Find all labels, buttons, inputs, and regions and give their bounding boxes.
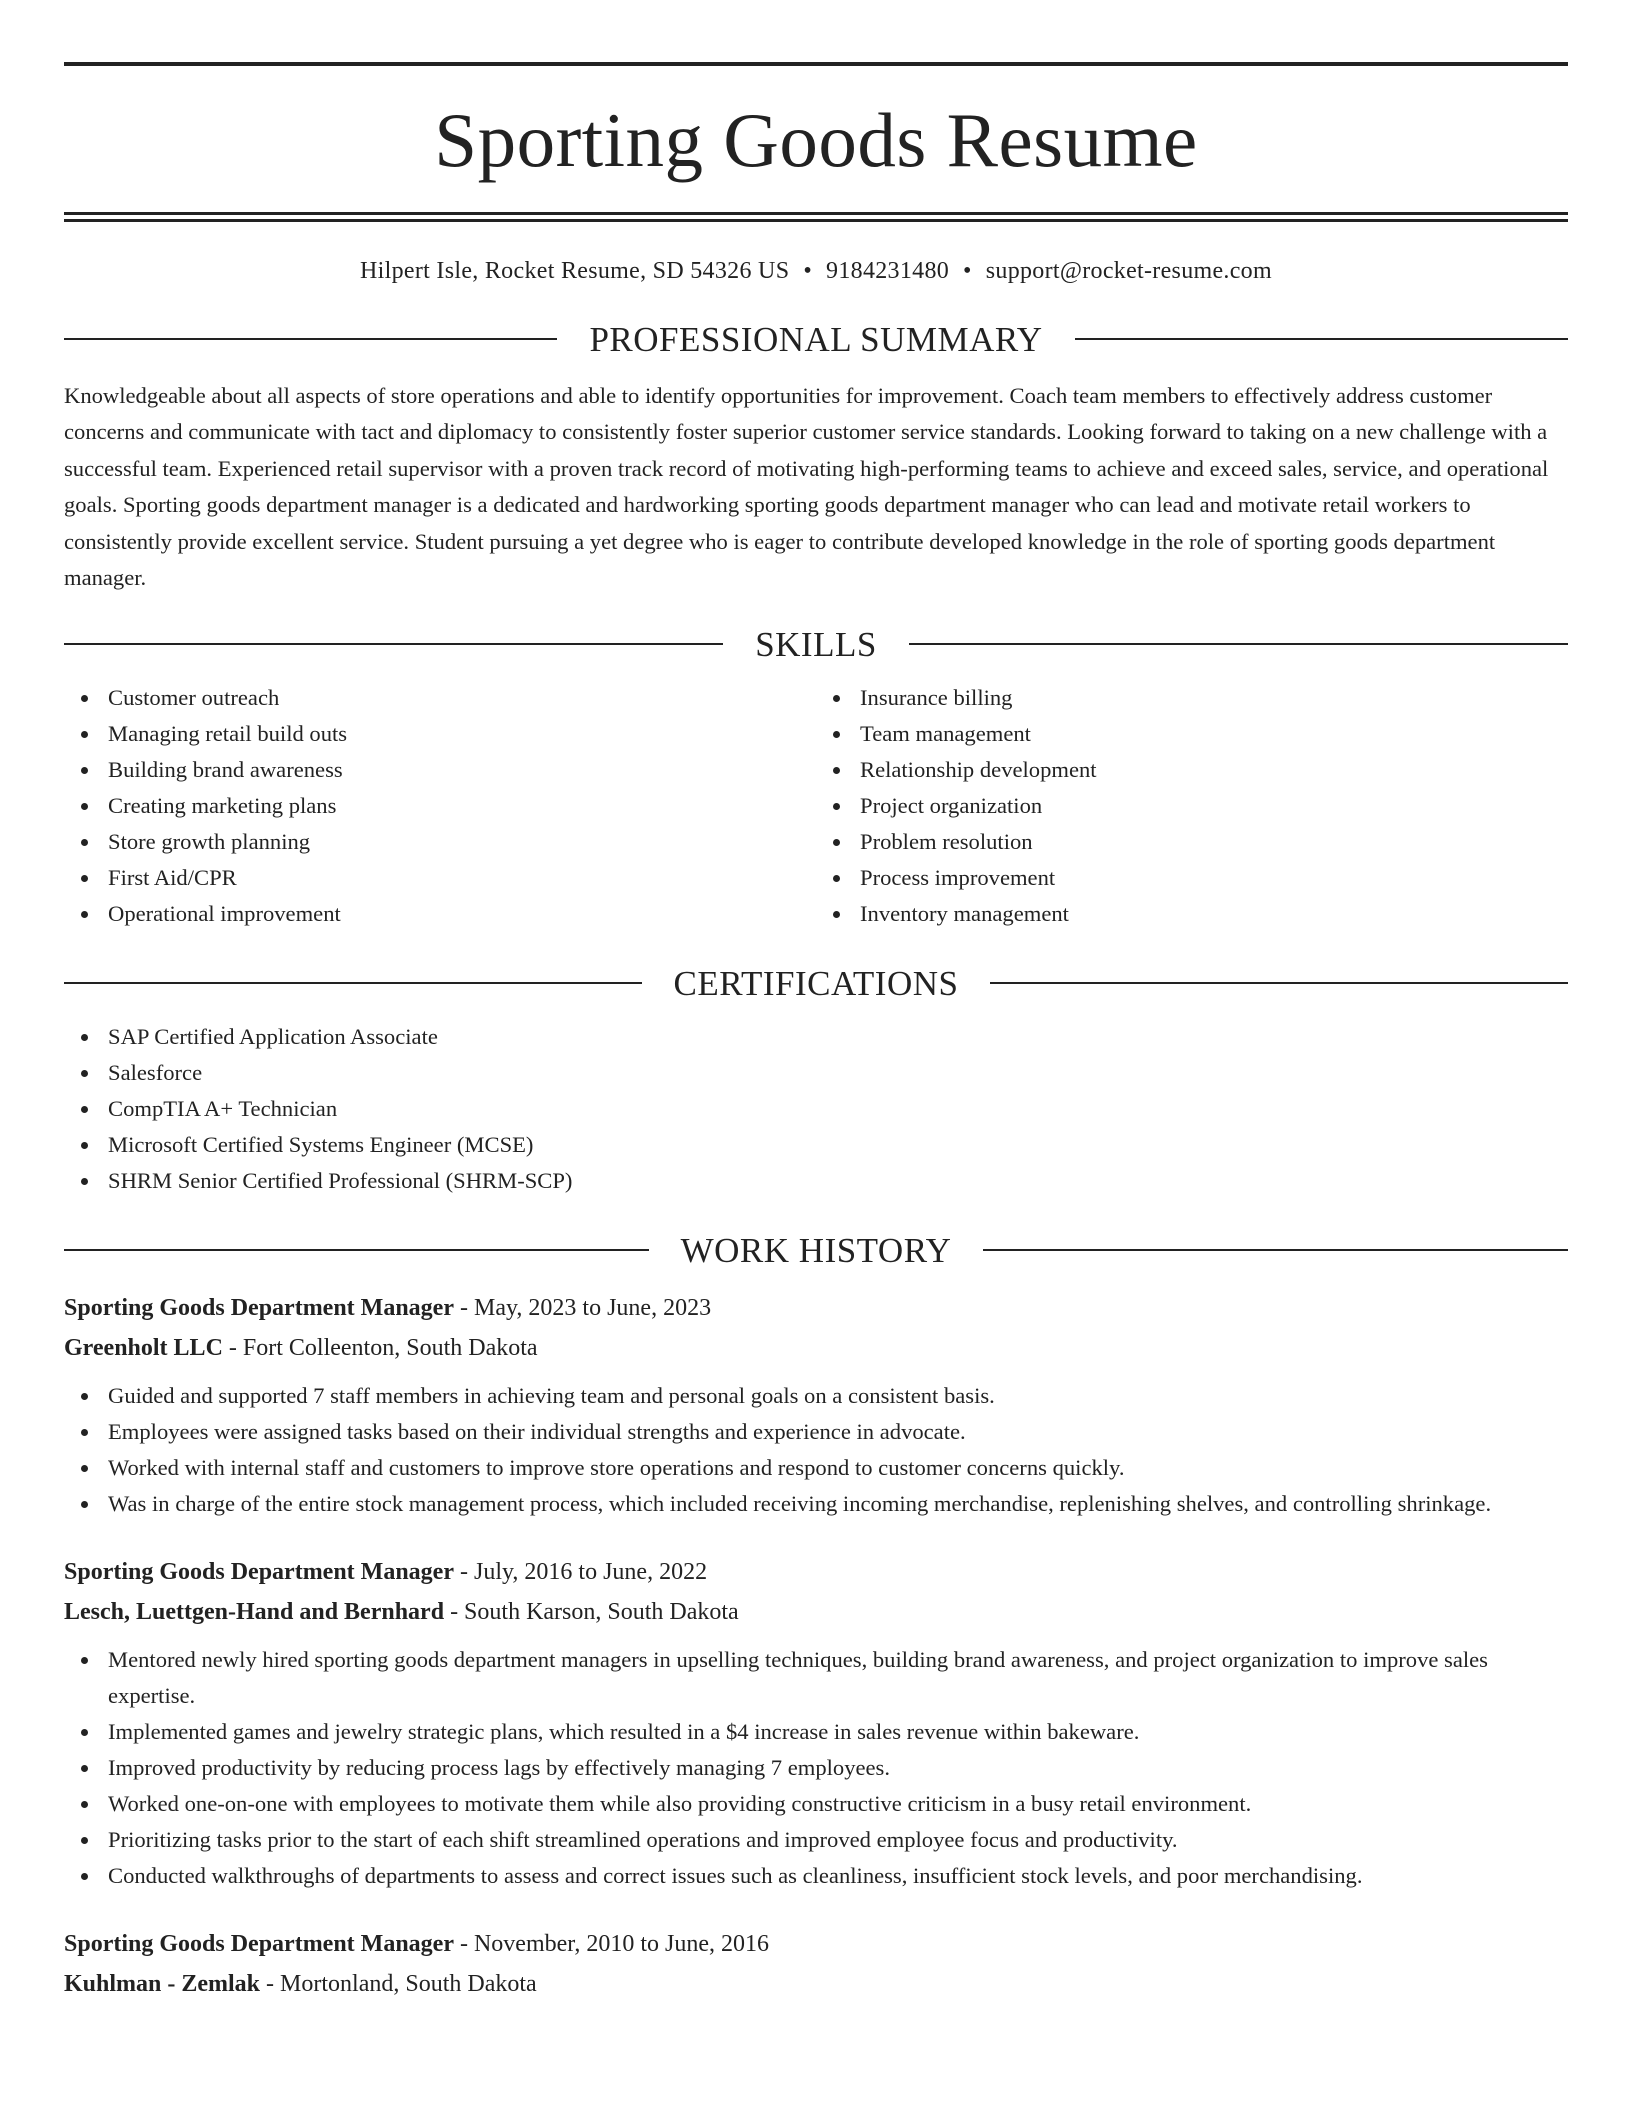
skill-item: Inventory management (816, 896, 1568, 932)
skill-item: Problem resolution (816, 824, 1568, 860)
resume-title: Sporting Goods Resume (434, 97, 1198, 183)
job-entry (64, 1552, 1568, 1894)
skill-item: Store growth planning (64, 824, 816, 860)
work-history-heading-title: WORK HISTORY (680, 1230, 952, 1270)
job-bullet: Worked with internal staff and customers to improve store operations and respond to customer concerns quickly. (64, 1450, 1568, 1486)
certification-item: Salesforce (64, 1055, 1568, 1091)
summary-heading (64, 319, 1568, 359)
job-bullet: Prioritizing tasks prior to the start of each shift streamlined operations and improved employee focus and productivity. (64, 1822, 1568, 1858)
summary-text: Knowledgeable about all aspects of store operations and able to identify opportunities for improvement. Coach team members to effectively address customer concerns and communicate with tact and diplomacy to consistently foster superior customer service standards. Looking forward to taking on a new challenge with a successful team. Experienced retail supervisor with a proven track record of motivating high-performing teams to achieve and exceed sales, service, and operational goals. Sporting goods department manager is a dedicated and hardworking sporting goods department manager who can lead and motivate retail workers to consistently provide excellent service. Student pursuing a yet degree who is eager to contribute developed knowledge in the role of sporting goods department manager. (64, 382, 1549, 591)
skill-item: Process improvement (816, 860, 1568, 896)
job-company-line (64, 1592, 1568, 1632)
contact-separator: • (803, 258, 813, 284)
job-bullet: Improved productivity by reducing process lags by effectively managing 7 employees. (64, 1750, 1568, 1786)
header-top-rule (64, 62, 1568, 66)
heading-rule-left (64, 338, 557, 340)
skill-item: Insurance billing (816, 680, 1568, 716)
job-bullet: Was in charge of the entire stock management process, which included receiving incoming merchandise, replenishing shelves, and controlling shrinkage. (64, 1486, 1568, 1522)
job-dates: - November, 2010 to June, 2016 (453, 1930, 769, 1957)
skill-item: Managing retail build outs (64, 716, 816, 752)
skill-item: Creating marketing plans (64, 788, 816, 824)
job-bullets (64, 1642, 1568, 1894)
contact-phone: 9184231480 (826, 258, 950, 284)
job-title-line (64, 1924, 1568, 1964)
heading-rule-right (983, 1249, 1568, 1251)
certification-item: CompTIA A+ Technician (64, 1091, 1568, 1127)
contact-separator: • (963, 258, 972, 284)
job-company: Greenholt LLC (64, 1334, 223, 1361)
heading-rule-right (909, 643, 1568, 645)
job-title: Sporting Goods Department Manager (64, 1930, 454, 1957)
skill-item: First Aid/CPR (64, 860, 816, 896)
job-company-line (64, 1964, 1568, 2004)
skills-list (64, 680, 1568, 932)
job-company: Lesch, Luettgen-Hand and Bernhard (64, 1598, 445, 1625)
job-title-line (64, 1288, 1568, 1328)
skill-item: Relationship development (816, 752, 1568, 788)
heading-rule-left (64, 643, 723, 645)
skill-item: Building brand awareness (64, 752, 816, 788)
header-double-rule (64, 212, 1568, 222)
job-title-line (64, 1552, 1568, 1592)
certifications-heading (64, 963, 1568, 1003)
skill-item: Operational improvement (64, 896, 816, 932)
certification-item: SAP Certified Application Associate (64, 1019, 1568, 1055)
job-bullet: Worked one-on-one with employees to motivate them while also providing constructive criticism in a busy retail environment. (64, 1786, 1568, 1822)
contact-line (64, 257, 1568, 286)
certification-item: Microsoft Certified Systems Engineer (MCSE) (64, 1127, 1568, 1163)
contact-email: support@rocket-resume.com (985, 258, 1272, 284)
job-title: Sporting Goods Department Manager (64, 1294, 454, 1321)
job-location: - Mortonland, South Dakota (260, 1970, 537, 1997)
job-dates: - May, 2023 to June, 2023 (453, 1294, 712, 1321)
certifications-list (64, 1019, 1568, 1199)
job-bullet: Implemented games and jewelry strategic plans, which resulted in a $4 increase in sales revenue within bakeware. (64, 1714, 1568, 1750)
work-history-heading (64, 1230, 1568, 1270)
skills-column-left (64, 680, 816, 932)
summary-heading-title: PROFESSIONAL SUMMARY (589, 319, 1043, 359)
job-bullets (64, 1378, 1568, 1522)
job-bullet: Guided and supported 7 staff members in achieving team and personal goals on a consistent basis. (64, 1378, 1568, 1414)
certifications-heading-title: CERTIFICATIONS (673, 963, 959, 1003)
job-entry (64, 1924, 1568, 2004)
job-bullet: Conducted walkthroughs of departments to assess and correct issues such as cleanliness, insufficient stock levels, and poor merchandising. (64, 1858, 1568, 1894)
skill-item: Team management (816, 716, 1568, 752)
job-company: Kuhlman - Zemlak (64, 1970, 261, 1997)
skills-column-right (816, 680, 1568, 932)
job-dates: - July, 2016 to June, 2022 (453, 1558, 708, 1585)
job-bullet: Mentored newly hired sporting goods department managers in upselling techniques, building brand awareness, and project organization to improve sales expertise. (64, 1642, 1568, 1714)
heading-rule-right (990, 982, 1568, 984)
heading-rule-left (64, 1249, 649, 1251)
heading-rule-right (1075, 338, 1568, 340)
skill-item: Project organization (816, 788, 1568, 824)
job-bullet: Employees were assigned tasks based on their individual strengths and experience in advocate. (64, 1414, 1568, 1450)
job-location: - Fort Colleenton, South Dakota (222, 1334, 538, 1361)
certification-item: SHRM Senior Certified Professional (SHRM-SCP) (64, 1163, 1568, 1199)
skills-heading-title: SKILLS (755, 624, 877, 664)
skills-heading (64, 624, 1568, 664)
skill-item: Customer outreach (64, 680, 816, 716)
job-title: Sporting Goods Department Manager (64, 1558, 454, 1585)
job-company-line (64, 1328, 1568, 1368)
job-location: - South Karson, South Dakota (444, 1598, 739, 1625)
job-entry (64, 1288, 1568, 1522)
heading-rule-left (64, 982, 642, 984)
contact-address: Hilpert Isle, Rocket Resume, SD 54326 US (360, 258, 790, 284)
